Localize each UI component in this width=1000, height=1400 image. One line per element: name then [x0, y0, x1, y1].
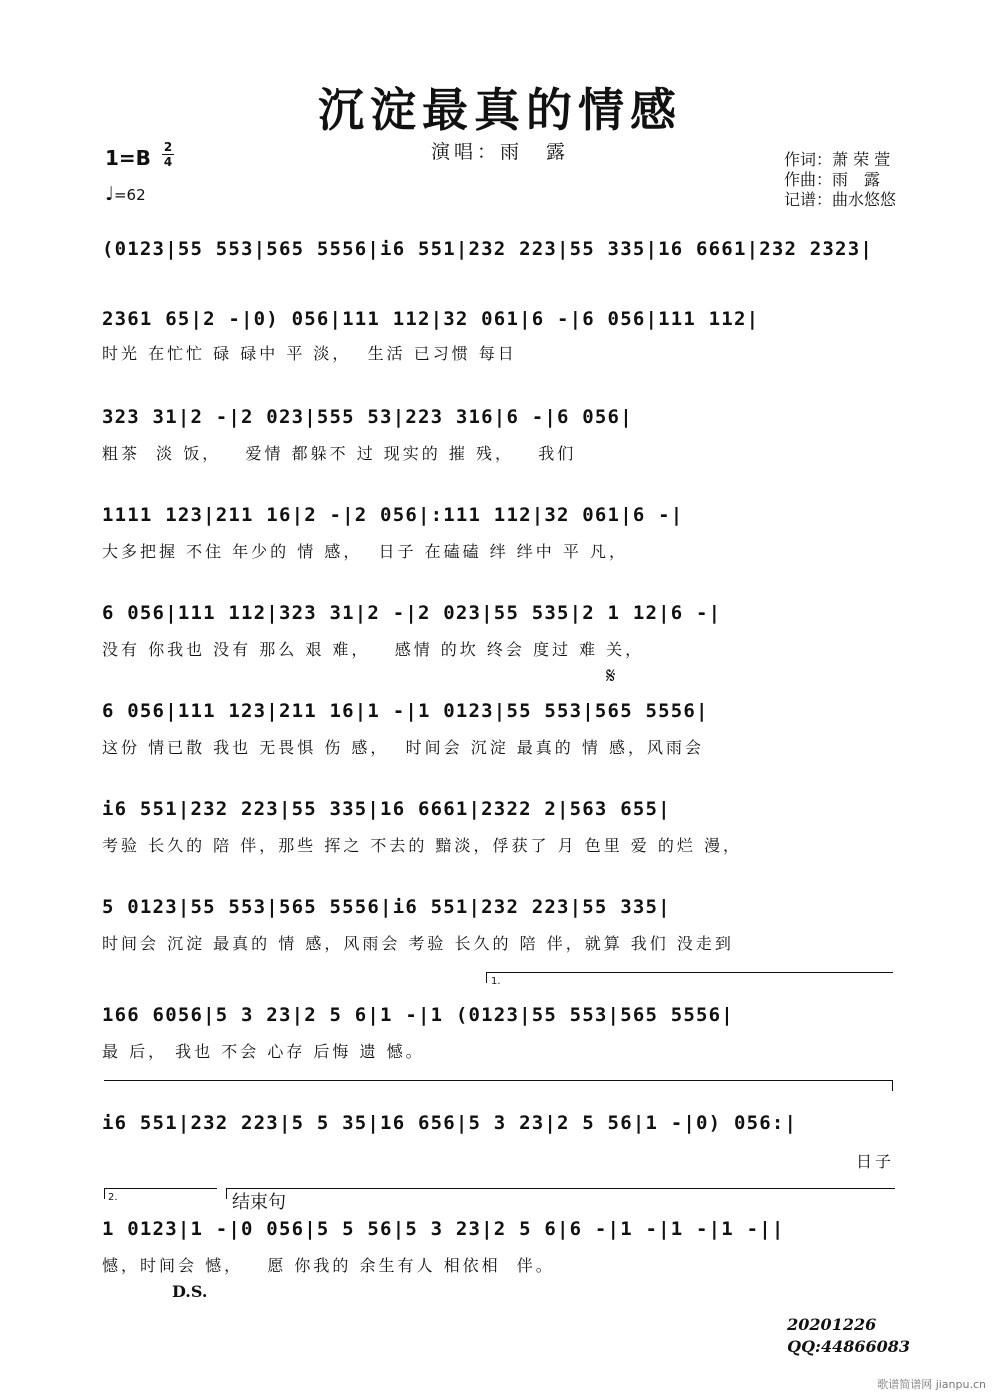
site-watermark: 歌谱简谱网 jianpu.cn — [877, 1378, 986, 1391]
lyric-line: 考验 长久的 陪 伴，那些 挥之 不去的 黯淡，俘获了 月 色里 爱 的烂 漫， — [102, 836, 742, 855]
lyric-line: 时间会 沉淀 最真的 情 感，风雨会 考验 长久的 陪 伴，就算 我们 没走到 — [102, 934, 734, 953]
notation-line: 1111 123|211 16|2 -|2 056|:111 112|32 061|6 -| — [102, 504, 684, 526]
key-signature: 1=B — [105, 146, 151, 170]
composer-credit: 作曲：雨 露 — [783, 170, 880, 189]
score-system-1 — [102, 234, 894, 304]
notation-line: 5 0123|55 553|565 5556|i6 551|232 223|55 335| — [102, 896, 671, 918]
date-stamp: 20201226 — [787, 1315, 877, 1334]
notation-line: 2361 65|2 -|0) 056|111 112|32 061|6 -|6 056|111 112| — [102, 308, 760, 330]
lyric-line: 时光 在忙忙 碌 碌中 平 淡， 生活 已习惯 每日 — [102, 344, 517, 363]
lyric-line: 粗茶 淡 饭， 爱情 都躲不 过 现实的 摧 残， 我们 — [102, 444, 577, 463]
score-system-4 — [102, 500, 894, 570]
notation-line: i6 551|232 223|5 5 35|16 656|5 3 23|2 5 56|1 -|0) 056:| — [102, 1112, 798, 1134]
ending-phrase-bracket — [226, 1188, 895, 1199]
continuation-bracket — [104, 1080, 893, 1091]
tempo-marking — [105, 183, 146, 205]
quarter-note-icon: ♩ — [105, 183, 114, 205]
meter-bottom: 4 — [163, 155, 173, 169]
second-ending-bracket — [104, 1188, 217, 1199]
meter-top: 2 — [163, 140, 173, 154]
score-system-2 — [102, 304, 894, 374]
score-system-8 — [102, 892, 894, 962]
notation-line: 1 0123|1 -|0 056|5 5 56|5 3 23|2 5 6|6 -|1 -|1 -|1 -|| — [102, 1218, 785, 1240]
notation-line: 6 056|111 112|323 31|2 -|2 023|55 535|2 1 12|6 -| — [102, 602, 722, 624]
lyric-line: 日子 — [855, 1152, 894, 1171]
score-system-10 — [102, 1108, 894, 1178]
notation-line: 6 056|111 123|211 16|1 -|1 0123|55 553|565 5556| — [102, 700, 709, 722]
first-ending-label: 1. — [491, 976, 501, 987]
tempo-value: =62 — [113, 186, 146, 204]
lyric-line: 大多把握 不住 年少的 情 感， 日子 在磕磕 绊 绊中 平 凡， — [102, 542, 628, 561]
score-system-5 — [102, 598, 894, 668]
score-system-7 — [102, 794, 894, 864]
notation-line: 323 31|2 -|2 023|555 53|223 316|6 -|6 056| — [102, 406, 633, 428]
transcriber-credit: 记谱：曲水悠悠 — [783, 190, 896, 209]
song-title: 沉淀最真的情感 — [318, 83, 682, 137]
time-signature — [162, 141, 174, 168]
first-ending-bracket — [486, 972, 893, 983]
segno-sign: 𝄋 — [606, 664, 616, 689]
notation-line: 166 6056|5 3 23|2 5 6|1 -|1 (0123|55 553|565 5556| — [102, 1004, 734, 1026]
footer-info — [787, 1314, 910, 1358]
score-system-6 — [102, 696, 894, 766]
notation-line: (0123|55 553|565 5556|i6 551|232 223|55 335|16 6661|232 2323| — [102, 238, 873, 260]
second-ending-label: 2. — [108, 1192, 118, 1203]
dal-segno-marking: D.S. — [172, 1282, 208, 1301]
qq-contact: QQ:44866083 — [787, 1337, 910, 1356]
score-system-9 — [102, 1000, 894, 1070]
notation-line: i6 551|232 223|55 335|16 6661|2322 2|563 655| — [102, 798, 671, 820]
lyric-line: 这份 情已散 我也 无畏惧 伤 感， 时间会 沉淀 最真的 情 感，风雨会 — [102, 738, 704, 757]
score-system-11 — [102, 1214, 894, 1284]
credits-block — [784, 150, 896, 210]
score-system-3 — [102, 402, 894, 472]
lyricist-credit: 作词：萧 荣 萱 — [783, 150, 891, 169]
lyric-line: 憾，时间会 憾， 愿 你我的 余生有人 相依相 伴。 — [102, 1256, 555, 1275]
lyric-line: 最 后， 我也 不会 心存 后悔 遗 憾。 — [102, 1042, 425, 1061]
lyric-line: 没有 你我也 没有 那么 艰 难， 感情 的坎 终会 度过 难 关， — [102, 640, 645, 659]
ending-phrase-label: 结束句 — [232, 1192, 286, 1213]
lyric-line — [102, 274, 894, 298]
singer-credit: 演唱：雨 露 — [430, 141, 569, 163]
